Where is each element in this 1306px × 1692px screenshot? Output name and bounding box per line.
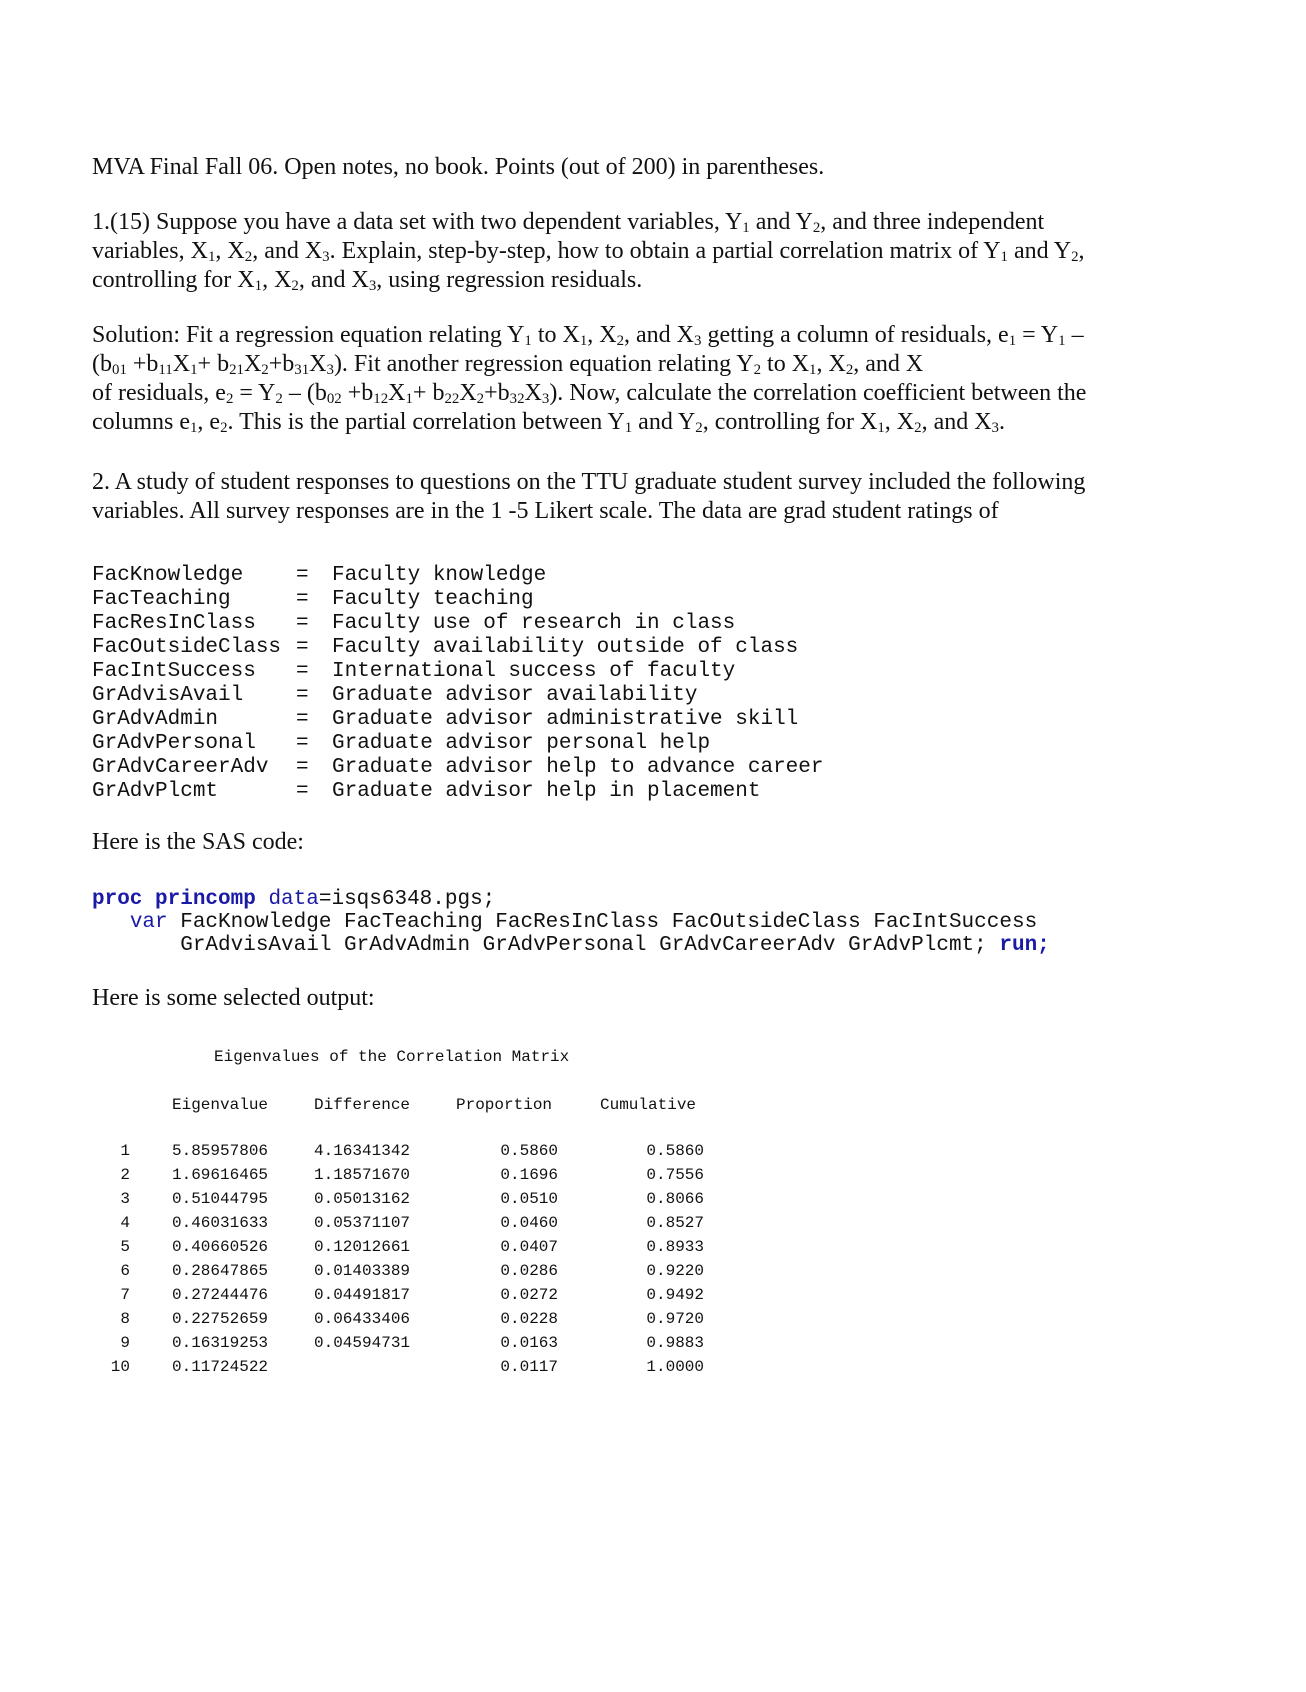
component-number: 8 — [120, 1310, 130, 1328]
question-1 — [92, 208, 1222, 295]
variable-name: GrAdvPlcmt — [92, 780, 219, 803]
text: , using regression residuals. — [376, 267, 643, 293]
var-keyword: var — [129, 911, 168, 934]
component-number: 6 — [120, 1262, 130, 1280]
difference-cell: 0.04491817 — [314, 1286, 411, 1304]
variable-row — [92, 636, 823, 660]
solution-line-3: of residuals, $e_2 = Y_2 - (b_{02} +b_{12}X_1+ b_{22}X_2+b_{32}X_3)$. Now, calculate the correlation coefficient between the — [92, 380, 1087, 407]
sas-code-block — [92, 888, 1050, 957]
data-value: =isqs6348.pgs; — [318, 888, 496, 911]
text: 1.(15) Suppose you have a data set with two dependent variables, Y — [92, 209, 743, 235]
equals-sign: = — [296, 756, 309, 779]
variable-name: FacIntSuccess — [92, 660, 256, 683]
proc-keyword: proc princomp — [92, 888, 256, 911]
cumulative-cell: 0.9720 — [646, 1310, 704, 1328]
eigenvalue-row — [92, 1238, 712, 1262]
header-eigenvalue: Eigenvalue — [172, 1096, 269, 1114]
component-number: 10 — [110, 1358, 130, 1376]
proportion-cell: 0.5860 — [500, 1142, 558, 1160]
variable-name: FacResInClass — [92, 612, 256, 635]
text: ). Fit another regression equation relating Y — [333, 351, 754, 377]
var-list-line-1: FacKnowledge FacTeaching FacResInClass FacOutsideClass FacIntSuccess — [167, 911, 1038, 934]
text: , X — [215, 238, 245, 264]
difference-cell: 0.05013162 — [314, 1190, 411, 1208]
cumulative-cell: 0.9220 — [646, 1262, 704, 1280]
equals-sign: = — [296, 564, 309, 587]
text: getting a column of residuals, e — [701, 322, 1009, 348]
equals-sign: = — [296, 684, 309, 707]
eigenvalue-cell: 0.40660526 — [172, 1238, 269, 1256]
header-difference: Difference — [314, 1096, 411, 1114]
text: X — [388, 380, 406, 406]
text: and Y — [1007, 238, 1072, 264]
variable-description: International success of faculty — [332, 660, 736, 683]
text: , X — [262, 267, 292, 293]
cumulative-cell: 0.8933 — [646, 1238, 704, 1256]
eigenvalue-cell: 1.69616465 — [172, 1166, 269, 1184]
text: +b — [268, 351, 295, 377]
proportion-cell: 0.0228 — [500, 1310, 558, 1328]
proportion-cell: 0.0286 — [500, 1262, 558, 1280]
difference-cell: 1.18571670 — [314, 1166, 411, 1184]
eigenvalue-cell: 0.16319253 — [172, 1334, 269, 1352]
text: +b — [484, 380, 510, 406]
cumulative-cell: 0.8066 — [646, 1190, 704, 1208]
cumulative-cell: 0.9883 — [646, 1334, 704, 1352]
question-2-line-1: 2. A study of student responses to questions on the TTU graduate student survey included the following — [92, 469, 1086, 495]
component-number: 9 — [120, 1334, 130, 1352]
question-2 — [92, 468, 1222, 526]
run-keyword: run; — [999, 934, 1050, 957]
variable-description: Graduate advisor help in placement — [332, 780, 761, 803]
variable-description: Faculty knowledge — [332, 564, 547, 587]
proportion-cell: 0.0460 — [500, 1214, 558, 1232]
eigenvalue-row — [92, 1262, 712, 1286]
question-2-line-2: variables. All survey responses are in the 1 -5 Likert scale. The data are grad student ratings of — [92, 498, 999, 524]
text: , and X — [624, 322, 695, 348]
text: controlling for X — [92, 267, 255, 293]
component-number: 1 — [120, 1142, 130, 1160]
text: X — [243, 351, 262, 377]
variable-name: GrAdvPersonal — [92, 732, 256, 755]
solution-1 — [92, 321, 1222, 437]
cumulative-cell: 0.5860 — [646, 1142, 704, 1160]
variable-description: Graduate advisor help to advance career — [332, 756, 824, 779]
equals-sign: = — [296, 732, 309, 755]
proportion-cell: 0.0407 — [500, 1238, 558, 1256]
question-1-line-1: 1.(15) Suppose you have a data set with two dependent variables, $Y_1$ and $Y_2$, and three independent — [92, 209, 1045, 236]
text: , and X — [298, 267, 369, 293]
component-number: 3 — [120, 1190, 130, 1208]
difference-cell: 0.04594731 — [314, 1334, 411, 1352]
text: to X — [761, 351, 810, 377]
component-number: 5 — [120, 1238, 130, 1256]
text: ). Now, calculate the correlation coefficient between the — [549, 380, 1087, 406]
text: (b — [92, 351, 112, 377]
component-number: 2 — [120, 1166, 130, 1184]
component-number: 4 — [120, 1214, 130, 1232]
eigenvalue-row — [92, 1190, 712, 1214]
text: , X — [884, 409, 915, 435]
equals-sign: = — [296, 588, 309, 611]
variable-description: Graduate advisor personal help — [332, 732, 711, 755]
text: + b — [197, 351, 230, 377]
text: and Y — [749, 209, 813, 235]
variable-row — [92, 588, 823, 612]
text: columns e — [92, 409, 190, 435]
text: +b — [341, 380, 374, 406]
proportion-cell: 0.0510 — [500, 1190, 558, 1208]
eigenvalue-row — [92, 1358, 712, 1382]
proportion-cell: 0.0117 — [500, 1358, 558, 1376]
eigenvalue-row — [92, 1286, 712, 1310]
exam-header: MVA Final Fall 06. Open notes, no book. Points (out of 200) in parentheses. — [92, 154, 825, 180]
solution-line-1: Solution: Fit a regression equation relating $Y_1$ to $X_1$, $X_2$, and $X_3$ getting a column of residuals, $e_1 = Y_1$ – — [92, 322, 1084, 349]
text: , and X — [252, 238, 323, 264]
text: . — [998, 409, 1005, 435]
text: X — [459, 380, 477, 406]
variable-name: GrAdvAdmin — [92, 708, 219, 731]
cumulative-cell: 1.0000 — [646, 1358, 704, 1376]
proportion-cell: 0.0272 — [500, 1286, 558, 1304]
variable-row — [92, 564, 823, 588]
variable-row — [92, 708, 823, 732]
equals-sign: = — [296, 660, 309, 683]
variable-description: Faculty teaching — [332, 588, 534, 611]
eigenvalue-row — [92, 1166, 712, 1190]
proportion-cell: 0.1696 — [500, 1166, 558, 1184]
text: = Y — [1016, 322, 1059, 348]
equals-sign: = — [296, 612, 309, 635]
text: X — [172, 351, 191, 377]
difference-cell: 0.12012661 — [314, 1238, 411, 1256]
variable-name: GrAdvCareerAdv — [92, 756, 269, 779]
sas-code-intro: Here is the SAS code: — [92, 829, 304, 855]
text: , and X — [921, 409, 992, 435]
cumulative-cell: 0.7556 — [646, 1166, 704, 1184]
eigenvalue-row — [92, 1142, 712, 1166]
eigenvalue-cell: 5.85957806 — [172, 1142, 269, 1160]
solution-line-2: $(b_{01} +b_{11}X_1+ b_{21}X_2+b_{31}X_3)$. Fit another regression equation relating $Y_2$ to $X_1$, $X_2$, and X — [92, 351, 924, 378]
variable-row — [92, 756, 823, 780]
difference-cell: 4.16341342 — [314, 1142, 411, 1160]
variable-description: Faculty availability outside of class — [332, 636, 799, 659]
eigenvalue-row — [92, 1334, 712, 1358]
variable-description: Graduate advisor administrative skill — [332, 708, 799, 731]
text: . Explain, step-by-step, how to obtain a partial correlation matrix of Y — [329, 238, 1001, 264]
variable-name: FacTeaching — [92, 588, 231, 611]
header-proportion: Proportion — [456, 1096, 553, 1114]
text: – — [1065, 322, 1084, 348]
question-1-line-2: variables, $X_1$, $X_2$, and $X_3$. Explain, step-by-step, how to obtain a partial correlation matrix of $Y_1$ and $Y_2$, — [92, 238, 1085, 265]
text: = Y — [233, 380, 276, 406]
eigenvalue-cell: 0.28647865 — [172, 1262, 269, 1280]
proportion-cell: 0.0163 — [500, 1334, 558, 1352]
text: , X — [587, 322, 617, 348]
data-option: data — [268, 888, 319, 911]
eigenvalue-row — [92, 1214, 712, 1238]
cumulative-cell: 0.8527 — [646, 1214, 704, 1232]
eigenvalue-cell: 0.51044795 — [172, 1190, 269, 1208]
output-title: Eigenvalues of the Correlation Matrix — [214, 1048, 570, 1066]
difference-cell: 0.06433406 — [314, 1310, 411, 1328]
variable-list — [92, 564, 823, 804]
text: , controlling for X — [702, 409, 878, 435]
eigenvalue-cell: 0.27244476 — [172, 1286, 269, 1304]
variable-row — [92, 684, 823, 708]
variable-name: GrAdvisAvail — [92, 684, 244, 707]
text: X — [524, 380, 542, 406]
variable-description: Faculty use of research in class — [332, 612, 736, 635]
eigenvalue-cell: 0.46031633 — [172, 1214, 269, 1232]
text: , X — [816, 351, 846, 377]
variable-description: Graduate advisor availability — [332, 684, 698, 707]
equals-sign: = — [296, 780, 309, 803]
text: , and X — [853, 351, 924, 377]
header-cumulative: Cumulative — [600, 1096, 697, 1114]
equals-sign: = — [296, 636, 309, 659]
difference-cell: 0.05371107 — [314, 1214, 411, 1232]
eigenvalue-cell: 0.11724522 — [172, 1358, 269, 1376]
component-number: 7 — [120, 1286, 130, 1304]
text: and Y — [632, 409, 696, 435]
output-intro: Here is some selected output: — [92, 985, 375, 1011]
variable-row — [92, 660, 823, 684]
variable-row — [92, 780, 823, 804]
text: , and three independent — [820, 209, 1045, 235]
var-list-line-2: GrAdvisAvail GrAdvAdmin GrAdvPersonal GrAdvCareerAdv GrAdvPlcmt; — [180, 934, 1000, 957]
text: variables, X — [92, 238, 208, 264]
text: to X — [531, 322, 580, 348]
text: , e — [197, 409, 221, 435]
text: +b — [126, 351, 159, 377]
text: X — [309, 351, 327, 377]
eigenvalue-row — [92, 1310, 712, 1334]
text: of residuals, e — [92, 380, 226, 406]
text: . This is the partial correlation between Y — [227, 409, 625, 435]
text: + b — [412, 380, 445, 406]
solution-line-4: columns $e_1$, $e_2$. This is the partial correlation between $Y_1$ and $Y_2$, controlling for $X_1$, $X_2$, and $X_3$. — [92, 409, 1005, 436]
variable-name: FacKnowledge — [92, 564, 244, 587]
question-1-line-3: controlling for $X_1$, $X_2$, and $X_3$, using regression residuals. — [92, 267, 643, 294]
variable-name: FacOutsideClass — [92, 636, 282, 659]
variable-row — [92, 732, 823, 756]
equals-sign: = — [296, 708, 309, 731]
difference-cell: 0.01403389 — [314, 1262, 411, 1280]
variable-row — [92, 612, 823, 636]
eigenvalue-cell: 0.22752659 — [172, 1310, 269, 1328]
text: Solution: Fit a regression equation relating Y — [92, 322, 525, 348]
cumulative-cell: 0.9492 — [646, 1286, 704, 1304]
text: – (b — [282, 380, 327, 406]
